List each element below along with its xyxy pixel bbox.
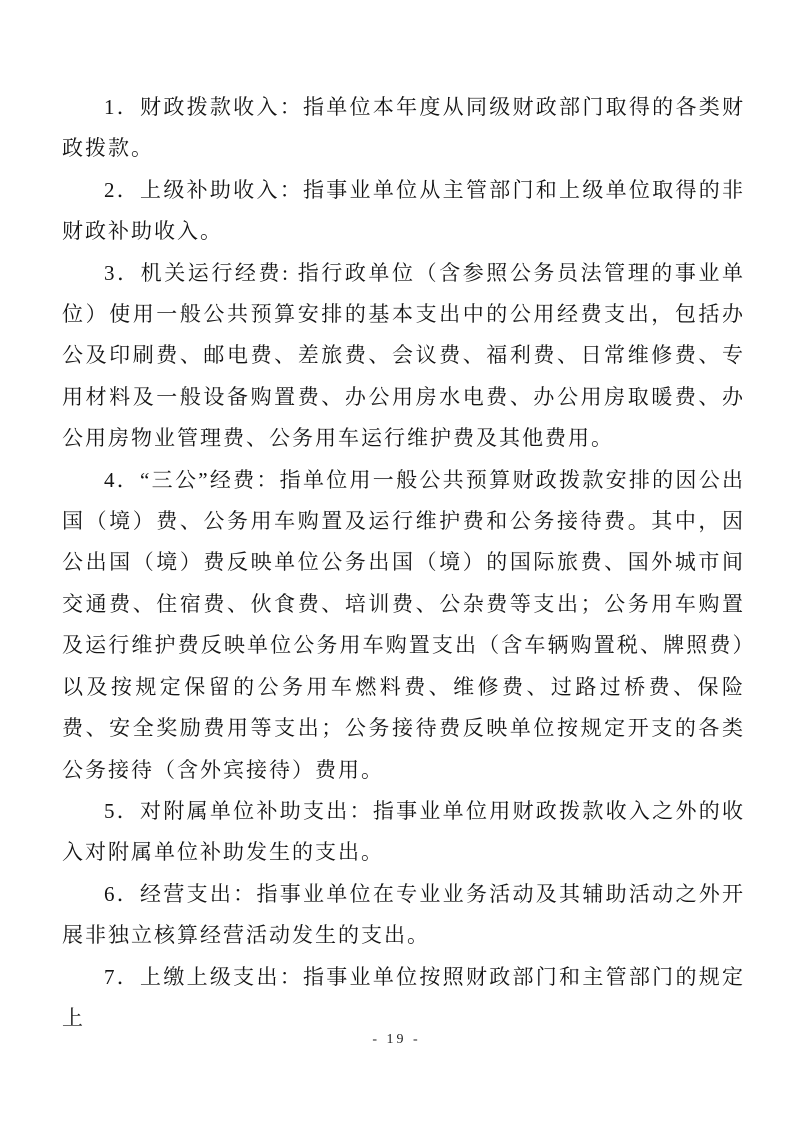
paragraph-agency-operating-expenses: 3．机关运行经费: 指行政单位（含参照公务员法管理的事业单位）使用一般公共预算安排的基本支出中的公用经费支出，包括办公及印刷费、邮电费、差旅费、会议费、福利费、日常维修费、专用材料及一般设备购置费、办公用房水电费、办公用房取暖费、办公用房物业管理费、公务用车运行维护费及其他费用。 bbox=[62, 260, 745, 451]
paragraph-subsidy-to-affiliated-units: 5．对附属单位补助支出：指事业单位用财政拨款收入之外的收入对附属单位补助发生的支出。 bbox=[62, 798, 745, 865]
paragraph-fiscal-appropriation-income: 1．财政拨款收入：指单位本年度从同级财政部门取得的各类财政拨款。 bbox=[62, 95, 745, 161]
page-number: - 19 - bbox=[372, 1032, 421, 1047]
paragraph-superior-subsidy-income: 2．上级补助收入：指事业单位从主管部门和上级单位取得的非财政补助收入。 bbox=[62, 177, 745, 244]
paragraph-payment-to-superior: 7．上缴上级支出：指事业单位按照财政部门和主管部门的规定上 bbox=[62, 964, 745, 1030]
document-body bbox=[62, 87, 745, 1039]
paragraph-three-public-expenses: 4．“三公”经费：指单位用一般公共预算财政拨款安排的因公出国（境）费、公务用车购置及运行维护费和公务接待费。其中，因公出国（境）费反映单位公务出国（境）的国际旅费、国外城市间交通费、住宿费、伙食费、培训费、公杂费等支出；公务用车购置及运行维护费反映单位公务用车购置支出（含车辆购置税、牌照费）以及按规定保留的公务用车燃料费、维修费、过路过桥费、保险费、安全奖励费用等支出；公务接待费反映单位按规定开支的各类公务接待（含外宾接待）费用。 bbox=[62, 467, 745, 782]
paragraph-operating-expenditure: 6．经营支出：指事业单位在专业业务活动及其辅助活动之外开展非独立核算经营活动发生的支出。 bbox=[62, 881, 745, 948]
